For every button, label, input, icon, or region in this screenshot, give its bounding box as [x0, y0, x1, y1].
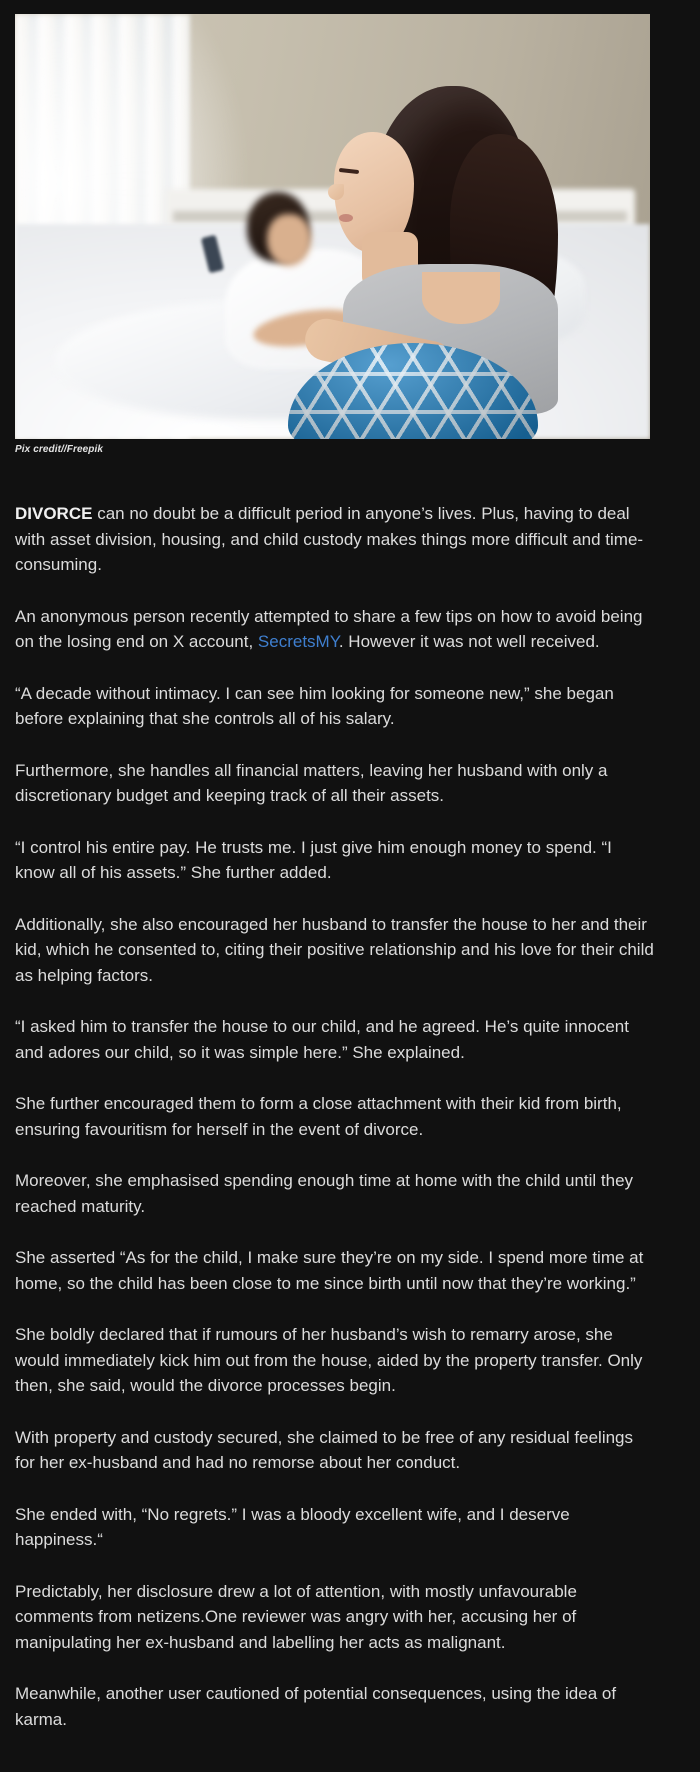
- paragraph-13: She ended with, “No regrets.” I was a bloody excellent wife, and I deserve happiness.“: [15, 1504, 570, 1549]
- hero-figure: [15, 14, 650, 455]
- paragraph-6: Additionally, she also encouraged her husband to transfer the house to her and their kid, which he consented to, citing their positive relationship and his love for their child as helping factors.: [15, 914, 654, 985]
- paragraph-2-before-link: An anonymous person recently attempted to share a few tips on how to avoid being on the losing end on X account,: [15, 606, 643, 651]
- background-man-face: [267, 214, 311, 266]
- woman-lips: [339, 214, 353, 222]
- paragraph-12: With property and custody secured, she claimed to be free of any residual feelings for her ex-husband and had no remorse about her conduct.: [15, 1427, 634, 1472]
- article-body: [0, 455, 700, 1772]
- secretsmy-link[interactable]: SecretsMY: [257, 632, 339, 651]
- paragraph-9: Moreover, she emphasised spending enough time at home with the child until they reached maturity.: [15, 1171, 634, 1216]
- paragraph-1: [15, 501, 655, 578]
- paragraph-14: Predictably, her disclosure drew a lot of attention, with mostly unfavourable comments from netizens.One reviewer was angry with her, accusing her of manipulating her ex-husband and labelling her acts as malignant.: [15, 1581, 577, 1652]
- paragraph-3: “A decade without intimacy. I can see him looking for someone new,” she began before explaining that she controls all of his salary.: [15, 683, 614, 728]
- woman-nose: [328, 184, 344, 200]
- paragraph-8: She further encouraged them to form a close attachment with their kid from birth, ensuring favouritism for herself in the event of divorce.: [15, 1094, 622, 1139]
- blue-geometric-cushion: [288, 343, 538, 439]
- lead-word: DIVORCE: [15, 504, 93, 523]
- paragraph-5: “I control his entire pay. He trusts me. I just give him enough money to spend. “I know all of his assets.” She further added.: [15, 837, 612, 882]
- paragraph-4: Furthermore, she handles all financial matters, leaving her husband with only a discretionary budget and keeping track of all their assets.: [15, 760, 608, 805]
- paragraph-1-text: can no doubt be a difficult period in anyone’s lives. Plus, having to deal with asset division, housing, and child custody makes things more difficult and time-consuming.: [15, 504, 644, 574]
- photo-credit-caption: Pix credit//Freepik: [15, 444, 104, 455]
- paragraph-7: “I asked him to transfer the house to our child, and he agreed. He’s quite innocent and adores our child, so it was simple here.” She explained.: [15, 1017, 629, 1062]
- paragraph-11: She boldly declared that if rumours of her husband’s wish to remarry arose, she would immediately kick him out from the house, aided by the property transfer. Only then, she said, would the divorce processes begin.: [15, 1325, 643, 1395]
- woman-chest: [422, 272, 500, 324]
- hero-photo: [15, 14, 650, 439]
- paragraph-10: She asserted “As for the child, I make sure they’re on my side. I spend more time at home, so the child has been close to me since birth until now that they’re working.”: [15, 1248, 644, 1293]
- cushion-shading: [288, 343, 538, 439]
- paragraph-2-after-link: . However it was not well received.: [338, 632, 600, 651]
- paragraph-15: Meanwhile, another user cautioned of potential consequences, using the idea of karma.: [15, 1684, 617, 1729]
- paragraph-2: [15, 604, 655, 655]
